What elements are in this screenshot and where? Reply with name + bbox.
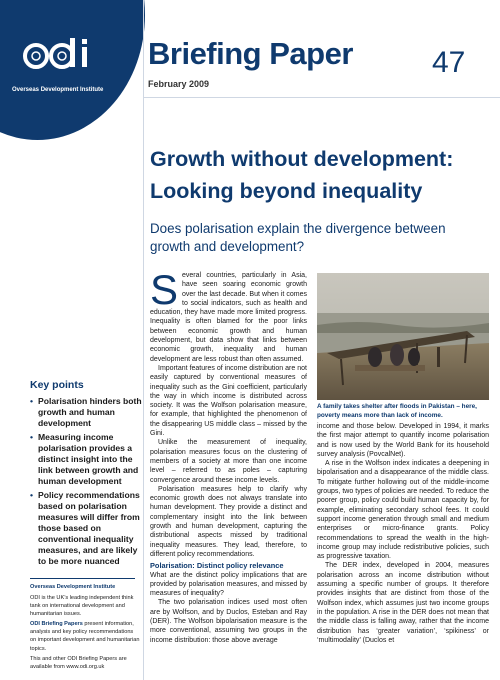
body-paragraph: The two polarisation indices used most often are by Wolfson, and by Duclos, Esteban and Ray (DER). The Wolfson bipolarisation measure is the more conventional, assuming two groups in the income distribution: those above average (150, 599, 307, 644)
sidebar-divider (30, 578, 135, 579)
intro-paragraph (150, 266, 307, 364)
body-paragraph: Important features of income distribution are not easily captured by conventional measures of inequality such as the Gini coefficient, particularly the way in which income is distributed across society. It was the Wolfson polarisation measure, for example, that highlighted the phenomenon of the disappearing US middle class – missed by the Gini. (150, 364, 307, 438)
article-title-line2: Looking beyond inequality (150, 179, 423, 203)
briefing-papers-label: ODI Briefing Papers (30, 621, 83, 627)
sidebar-availability: This and other ODI Briefing Papers are available from www.odi.org.uk (30, 656, 127, 671)
body-paragraph: Polarisation measures help to clarify why economic growth does not always translate into human development. They provide a distinct and complementary insight into the link between growth and human development, capturing the distributional aspects missed by traditional inequality measures. They lead, therefore, to different policy recommendations. (150, 485, 307, 558)
intro-text: everal countries, particularly in Asia, have seen soaring economic growth over the last decade. But when it comes to social indicators, such as health and education, they have made more limited progress. Inequality is often blamed for the poor links between economic growth and human development, but data show that links between economic growth, inequality and human development are less robust than often assumed. (150, 272, 307, 363)
key-point-item: • Policy recommendations based on polarisation measures will differ from those based on conventional inequality measures, and are likely to be more nuanced (30, 490, 142, 567)
flood-shelter-photo (317, 273, 489, 400)
publication-date: February 2009 (148, 79, 210, 89)
photo-caption: A family takes shelter after floods in Pakistan – here, poverty means more than lack of income. (317, 403, 477, 419)
body-column-1 (150, 266, 307, 645)
body-paragraph: A rise in the Wolfson index indicates a deepening in bipolarisation and a disappearance of the middle class. To mitigate further hollowing out of the middle-income groups, two types of policies are needed. To reduce the poorer group, policy could build human capacity by, for example, eliminating secondary school fees. It could support income generation through small and medium enterprises or micro-finance grants. Policy recommendations to spread the wealth in the high-income group may include redistributive policies, such as progressive taxation. (317, 460, 489, 561)
article-title (150, 143, 495, 207)
key-points-list (30, 396, 142, 570)
header-divider (143, 97, 500, 98)
publication-title: Briefing Paper (148, 36, 353, 71)
article-subtitle: Does polarisation explain the divergence between growth and development? (150, 221, 446, 254)
key-point-item: • Polarisation hinders both growth and human development (30, 396, 142, 429)
sidebar-briefing-info (30, 620, 140, 653)
section-heading: Polarisation: Distinct policy relevance (150, 561, 284, 571)
article-title-line1: Growth without development: (150, 147, 454, 171)
odi-logo[interactable] (22, 38, 97, 74)
body-column-2 (317, 422, 489, 645)
body-paragraph: Unlike the measurement of inequality, polarisation measures focus on the clustering of members of a society at more than one income level – referred to as poles – capturing convergence around these income levels. (150, 439, 307, 484)
key-point-item: • Measuring income polarisation provides a distinct insight into the link between growth and human development (30, 432, 142, 487)
body-paragraph: income and those below. Developed in 1994, it marks the first major attempt to quantify income polarisation and is now used by the World Bank for its household survey analysis (PovcalNet). (317, 423, 489, 458)
sidebar-org-heading: Overseas Development Institute (30, 584, 116, 590)
briefing-papers-description: present information, analysis and key policy recommendations on important development and humanitarian topics. (30, 621, 140, 652)
org-name: Overseas Development Institute (12, 87, 104, 93)
key-points-heading: Key points (30, 379, 84, 391)
body-paragraph: What are the distinct policy implications that are provided by polarisation measures, and missed by measures of inequality? (150, 571, 307, 598)
drop-cap: S (150, 266, 179, 313)
sidebar-about: ODI is the UK’s leading independent think tank on international development and humanitarian issues. (30, 595, 134, 618)
issue-number: 47 (432, 46, 466, 79)
vertical-divider (143, 0, 144, 680)
body-paragraph: The DER index, developed in 2004, measures polarisation across an income distribution without assuming a specific number of groups. It therefore provides insights that are distinct from those of the Wolfson index, which assumes just two income groups in the population. A rise in the DER does not mean that the middle class is falling away, rather that the income distribution has ‘greater variation’, ‘spikiness’ or ‘multimodality’ (Duclos et (317, 562, 489, 644)
